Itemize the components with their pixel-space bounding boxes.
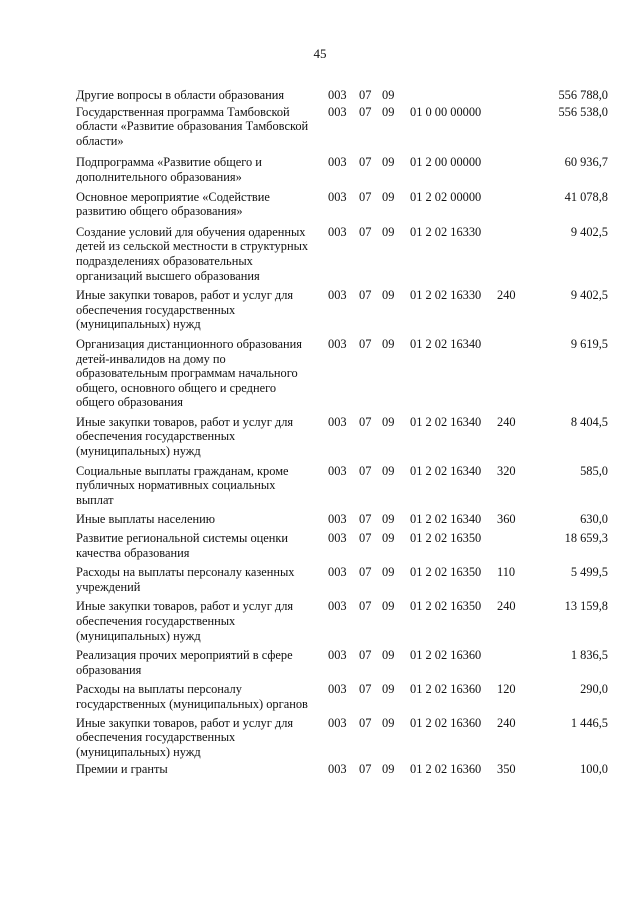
amount: 9 402,5 [570, 288, 608, 303]
amount: 585,0 [580, 463, 608, 478]
table-row [76, 155, 608, 184]
target-article-code: 01 0 00 00000 [410, 104, 482, 119]
target-article-code: 01 2 02 16340 [410, 414, 482, 429]
target-article-code: 01 2 02 16340 [410, 336, 482, 351]
expense-name: Основное мероприятие «Содействие развитию общего образования» [76, 189, 270, 219]
subsection-code: 09 [382, 155, 395, 170]
ministry-code: 003 [328, 715, 347, 730]
expense-type-code: 240 [497, 414, 516, 429]
table-row [76, 648, 608, 677]
table-row [76, 599, 608, 643]
expense-name: Иные закупки товаров, работ и услуг для обеспечения государственных (муниципальных) нужд [76, 288, 294, 332]
expense-type-code: 350 [497, 762, 516, 777]
target-article-code: 01 2 02 16330 [410, 288, 482, 303]
amount: 9 402,5 [570, 224, 608, 239]
subsection-code: 09 [382, 531, 395, 546]
section-code: 07 [359, 189, 372, 204]
section-code: 07 [359, 336, 372, 351]
amount: 556 788,0 [558, 88, 608, 102]
table-row [76, 288, 608, 332]
expense-name: Иные закупки товаров, работ и услуг для обеспечения государственных (муниципальных) нужд [76, 599, 294, 643]
target-article-code: 01 2 02 16360 [410, 762, 482, 777]
section-code: 07 [359, 565, 372, 580]
section-code: 07 [359, 104, 372, 119]
amount: 41 078,8 [564, 189, 608, 204]
subsection-code: 09 [382, 512, 395, 527]
amount: 60 936,7 [564, 155, 608, 170]
target-article-code: 01 2 02 16340 [410, 463, 482, 478]
section-code: 07 [359, 414, 372, 429]
table-row [76, 190, 608, 219]
amount: 5 499,5 [570, 565, 608, 580]
expense-name: Подпрограмма «Развитие общего и дополнительного образования» [76, 155, 262, 184]
section-code: 07 [359, 715, 372, 730]
amount: 9 619,5 [570, 336, 608, 351]
target-article-code: 01 2 02 16360 [410, 648, 482, 663]
subsection-code: 09 [382, 104, 395, 119]
expense-type-code: 240 [497, 599, 516, 614]
expense-name: Организация дистанционного образования детей-инвалидов на дому по образовательным программам начального общего, основного общего и среднего общего образования [76, 336, 302, 410]
table-row [76, 565, 608, 594]
ministry-code: 003 [328, 414, 347, 429]
expense-type-code: 110 [497, 565, 516, 580]
section-code: 07 [359, 599, 372, 614]
section-code: 07 [359, 762, 372, 777]
section-code: 07 [359, 531, 372, 546]
section-code: 07 [359, 682, 372, 697]
section-code: 07 [359, 648, 372, 663]
target-article-code: 01 2 00 00000 [410, 155, 482, 170]
ministry-code: 003 [328, 336, 347, 351]
ministry-code: 003 [328, 648, 347, 663]
ministry-code: 003 [328, 88, 347, 102]
page-number: 45 [313, 46, 327, 61]
expense-type-code: 320 [497, 463, 516, 478]
subsection-code: 09 [382, 682, 395, 697]
amount: 290,0 [580, 682, 608, 697]
subsection-code: 09 [382, 565, 395, 580]
section-code: 07 [359, 88, 372, 102]
section-code: 07 [359, 288, 372, 303]
table-row [76, 762, 608, 777]
subsection-code: 09 [382, 599, 395, 614]
section-code: 07 [359, 512, 372, 527]
expense-name: Государственная программа Тамбовской области «Развитие образования Тамбовской области» [76, 104, 309, 148]
expense-name: Создание условий для обучения одаренных детей из сельской местности в структурных подразделениях образовательных организаций высшего образования [76, 224, 309, 283]
expense-type-code: 120 [497, 682, 516, 697]
amount: 630,0 [580, 512, 608, 527]
subsection-code: 09 [382, 336, 395, 351]
amount: 18 659,3 [564, 531, 608, 546]
subsection-code: 09 [382, 463, 395, 478]
ministry-code: 003 [328, 288, 347, 303]
ministry-code: 003 [328, 512, 347, 527]
expense-name: Другие вопросы в области образования [76, 88, 285, 102]
ministry-code: 003 [328, 189, 347, 204]
amount: 1 446,5 [570, 715, 608, 730]
target-article-code: 01 2 02 00000 [410, 189, 482, 204]
table-row [76, 682, 608, 711]
ministry-code: 003 [328, 531, 347, 546]
table-row [76, 531, 608, 560]
section-code: 07 [359, 463, 372, 478]
ministry-code: 003 [328, 155, 347, 170]
expense-name: Реализация прочих мероприятий в сфере образования [76, 648, 293, 677]
target-article-code: 01 2 02 16330 [410, 224, 482, 239]
target-article-code: 01 2 02 16360 [410, 715, 482, 730]
amount: 8 404,5 [570, 414, 608, 429]
table-row [76, 225, 608, 283]
amount: 1 836,5 [570, 648, 608, 663]
budget-table [76, 83, 608, 777]
subsection-code: 09 [382, 288, 395, 303]
ministry-code: 003 [328, 104, 347, 119]
expense-name: Премии и гранты [76, 762, 168, 777]
subsection-code: 09 [382, 88, 395, 102]
table-row [76, 337, 608, 410]
table-row [76, 88, 608, 103]
expense-name: Иные закупки товаров, работ и услуг для обеспечения государственных (муниципальных) нужд [76, 715, 294, 759]
table-row [76, 415, 608, 459]
expense-type-code: 240 [497, 288, 516, 303]
ministry-code: 003 [328, 682, 347, 697]
subsection-code: 09 [382, 762, 395, 777]
subsection-code: 09 [382, 224, 395, 239]
target-article-code: 01 2 02 16360 [410, 682, 482, 697]
amount: 556 538,0 [558, 104, 608, 119]
ministry-code: 003 [328, 762, 347, 777]
subsection-code: 09 [382, 189, 395, 204]
table-row [76, 464, 608, 508]
subsection-code: 09 [382, 648, 395, 663]
expense-name: Социальные выплаты гражданам, кроме публичных нормативных социальных выплат [76, 463, 289, 507]
section-code: 07 [359, 155, 372, 170]
subsection-code: 09 [382, 414, 395, 429]
target-article-code: 01 2 02 16340 [410, 512, 482, 527]
expense-type-code: 360 [497, 512, 516, 527]
expense-name: Расходы на выплаты персоналу казенных учреждений [76, 565, 295, 594]
expense-name: Расходы на выплаты персоналу государственных (муниципальных) органов [76, 682, 308, 711]
table-row [76, 716, 608, 760]
ministry-code: 003 [328, 565, 347, 580]
table-row [76, 512, 608, 527]
target-article-code: 01 2 02 16350 [410, 531, 482, 546]
expense-name: Иные закупки товаров, работ и услуг для обеспечения государственных (муниципальных) нужд [76, 414, 294, 459]
target-article-code: 01 2 02 16350 [410, 599, 482, 614]
expense-type-code: 240 [497, 715, 516, 730]
amount: 13 159,8 [564, 599, 608, 614]
table-row [76, 105, 608, 149]
section-code: 07 [359, 224, 372, 239]
target-article-code: 01 2 02 16350 [410, 565, 482, 580]
expense-name: Иные выплаты населению [76, 512, 215, 527]
ministry-code: 003 [328, 463, 347, 478]
ministry-code: 003 [328, 224, 347, 239]
subsection-code: 09 [382, 715, 395, 730]
expense-name: Развитие региональной системы оценки качества образования [76, 531, 289, 560]
amount: 100,0 [580, 762, 608, 777]
ministry-code: 003 [328, 599, 347, 614]
